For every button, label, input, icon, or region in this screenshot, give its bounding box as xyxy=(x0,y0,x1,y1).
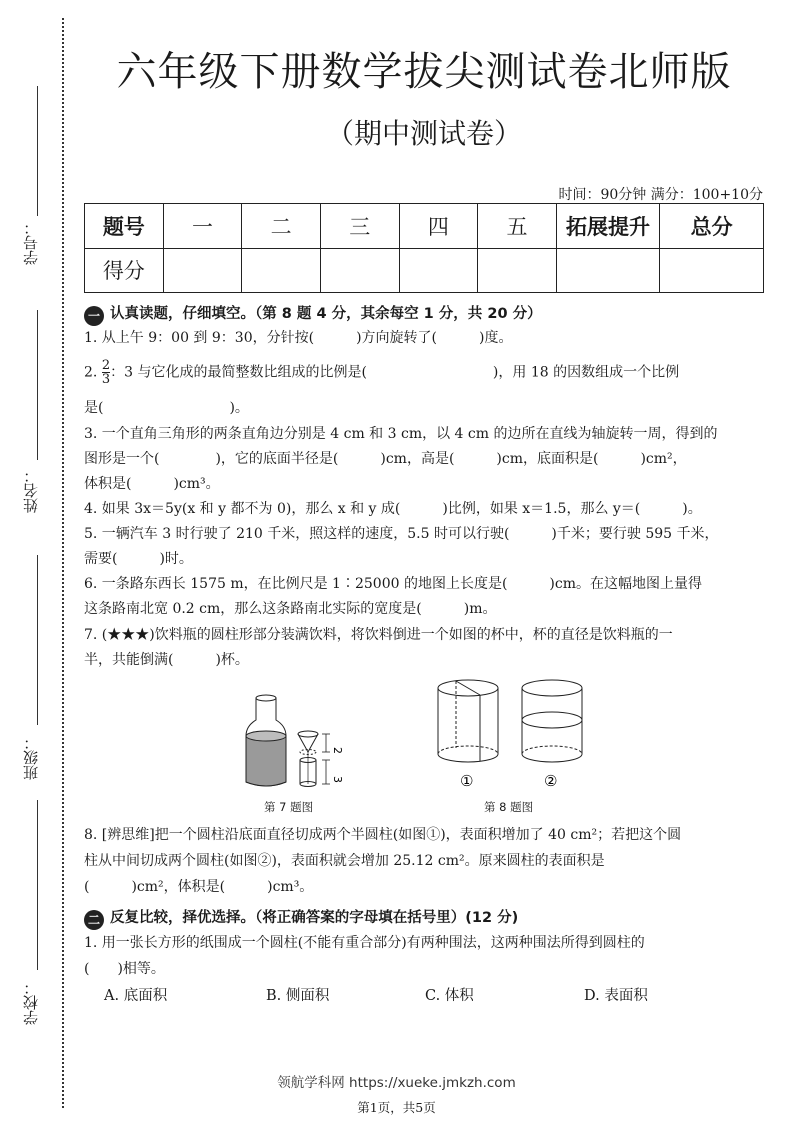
question-4: 4. 如果 3x＝5y(x 和 y 都不为 0)，那么 x 和 y 成( )比例，如果 x＝1.5，那么 y＝( )。 xyxy=(84,501,702,517)
question-2 xyxy=(84,359,750,386)
figure-8-cylinders xyxy=(430,672,610,792)
score-cell[interactable] xyxy=(242,248,321,293)
fraction-numerator: 2 xyxy=(101,358,111,373)
question-5: 5. 一辆汽车 3 时行驶了 210 千米，照这样的速度，5.5 时可以行驶( )千米；要行驶 595 千米， xyxy=(84,526,719,542)
figure-7-bottle-cup xyxy=(236,690,356,798)
school-label: 学校： xyxy=(22,980,40,1025)
score-cell[interactable] xyxy=(163,248,242,293)
question-5-cont: 需要( )时。 xyxy=(84,551,193,567)
fraction xyxy=(102,359,110,386)
question-6-cont: 这条路南北宽 0.2 cm，那么这条路南北实际的宽度是( )m。 xyxy=(84,601,497,617)
question-text: ：3 与它化成的最简整数比组成的比例是( )，用 18 的因数组成一个比例 xyxy=(110,364,680,381)
figure-8-caption: 第 8 题图 xyxy=(484,800,534,814)
option-b[interactable]: B. 侧面积 xyxy=(266,988,330,1004)
question-2-cont: 是( )。 xyxy=(84,400,249,416)
fig8-label-2: ② xyxy=(544,772,558,790)
question-8: 8. [辨思维]把一个圆柱沿底面直径切成两个半圆柱(如图①)，表面积增加了 40 cm²；若把这个圆 xyxy=(84,827,682,843)
option-c[interactable]: C. 体积 xyxy=(425,988,474,1004)
question-3-cont: 图形是一个( )，它的底面半径是( )cm，高是( )cm，底面积是( )cm²， xyxy=(84,451,687,467)
score-cell[interactable] xyxy=(556,248,660,293)
score-header-cell: 四 xyxy=(399,204,478,249)
score-cell[interactable] xyxy=(478,248,557,293)
page-number: 第1页，共5页 xyxy=(357,1100,436,1115)
question-6: 6. 一条路东西长 1575 m，在比例尺是 1∶25000 的地图上长度是( )cm。在这幅地图上量得 xyxy=(84,576,702,592)
question-8-cont2: ( )cm²，体积是( )cm³。 xyxy=(84,879,314,895)
score-header-cell: 总分 xyxy=(660,204,764,249)
question-7: 7. (★★★)饮料瓶的圆柱形部分装满饮料，将饮料倒进一个如图的杯中，杯的直径是饮料瓶的一 xyxy=(84,627,673,643)
question-1: 1. 从上午 9：00 到 9：30，分针按( )方向旋转了( )度。 xyxy=(84,330,513,346)
fig7-height-label-bottom: 3 xyxy=(331,776,344,783)
question-3-cont2: 体积是( )cm³。 xyxy=(84,476,220,492)
option-a[interactable]: A. 底面积 xyxy=(104,988,168,1004)
question-8-cont: 柱从中间切成两个圆柱(如图②)，表面积就会增加 25.12 cm²。原来圆柱的表面积是 xyxy=(84,853,605,869)
class-label: 班级： xyxy=(22,735,40,780)
binding-dashed-line xyxy=(62,18,64,1108)
mc-question-1: 1. 用一张长方形的纸围成一个圆柱(不能有重合部分)有两种围法，这两种围法所得到圆柱的 xyxy=(84,935,645,951)
mc-question-1-cont: ( )相等。 xyxy=(84,961,165,977)
name-line xyxy=(37,310,38,460)
score-table xyxy=(84,203,764,293)
fraction-denominator: 3 xyxy=(101,372,111,387)
school-line xyxy=(37,800,38,970)
question-3: 3. 一个直角三角形的两条直角边分别是 4 cm 和 3 cm，以 4 cm 的边所在直线为轴旋转一周，得到的 xyxy=(84,426,718,442)
score-header-cell: 题号 xyxy=(85,204,164,249)
section-title: 反复比较，择优选择。（将正确答案的字母填在括号里）(12 分) xyxy=(110,910,519,926)
option-d[interactable]: D. 表面积 xyxy=(584,988,648,1004)
page-subtitle: （期中测试卷） xyxy=(325,117,522,150)
page-title: 六年级下册数学拔尖测试卷北师版 xyxy=(116,49,732,95)
footer-watermark: 领航学科网 https://xueke.jmkzh.com xyxy=(277,1075,516,1091)
score-cell[interactable] xyxy=(660,248,764,293)
student-no-label: 学号： xyxy=(22,220,40,265)
score-header-cell: 五 xyxy=(478,204,557,249)
score-header-cell: 一 xyxy=(163,204,242,249)
section-number-badge: 二 xyxy=(84,910,104,930)
figure-7-caption: 第 7 题图 xyxy=(264,800,314,814)
question-number: 2. xyxy=(84,364,98,381)
question-7-cont: 半，共能倒满( )杯。 xyxy=(84,652,249,668)
name-label: 姓名： xyxy=(22,468,40,513)
student-no-line xyxy=(37,86,38,216)
fig7-height-label-top: 2 xyxy=(331,747,344,754)
score-header-row xyxy=(85,204,764,249)
score-row-label: 得分 xyxy=(85,248,164,293)
score-header-cell: 三 xyxy=(320,204,399,249)
section-2-heading xyxy=(84,906,518,930)
score-header-cell: 二 xyxy=(242,204,321,249)
time-info: 时间：90分钟 满分：100+10分 xyxy=(558,187,763,203)
section-number-badge: 一 xyxy=(84,306,104,326)
score-cell[interactable] xyxy=(320,248,399,293)
section-1-heading xyxy=(84,302,542,326)
class-line xyxy=(37,555,38,725)
score-header-cell: 拓展提升 xyxy=(556,204,660,249)
score-cell[interactable] xyxy=(399,248,478,293)
fig8-label-1: ① xyxy=(460,772,474,790)
score-input-row xyxy=(85,248,764,293)
section-title: 认真读题，仔细填空。（第 8 题 4 分，其余每空 1 分，共 20 分） xyxy=(110,306,542,322)
